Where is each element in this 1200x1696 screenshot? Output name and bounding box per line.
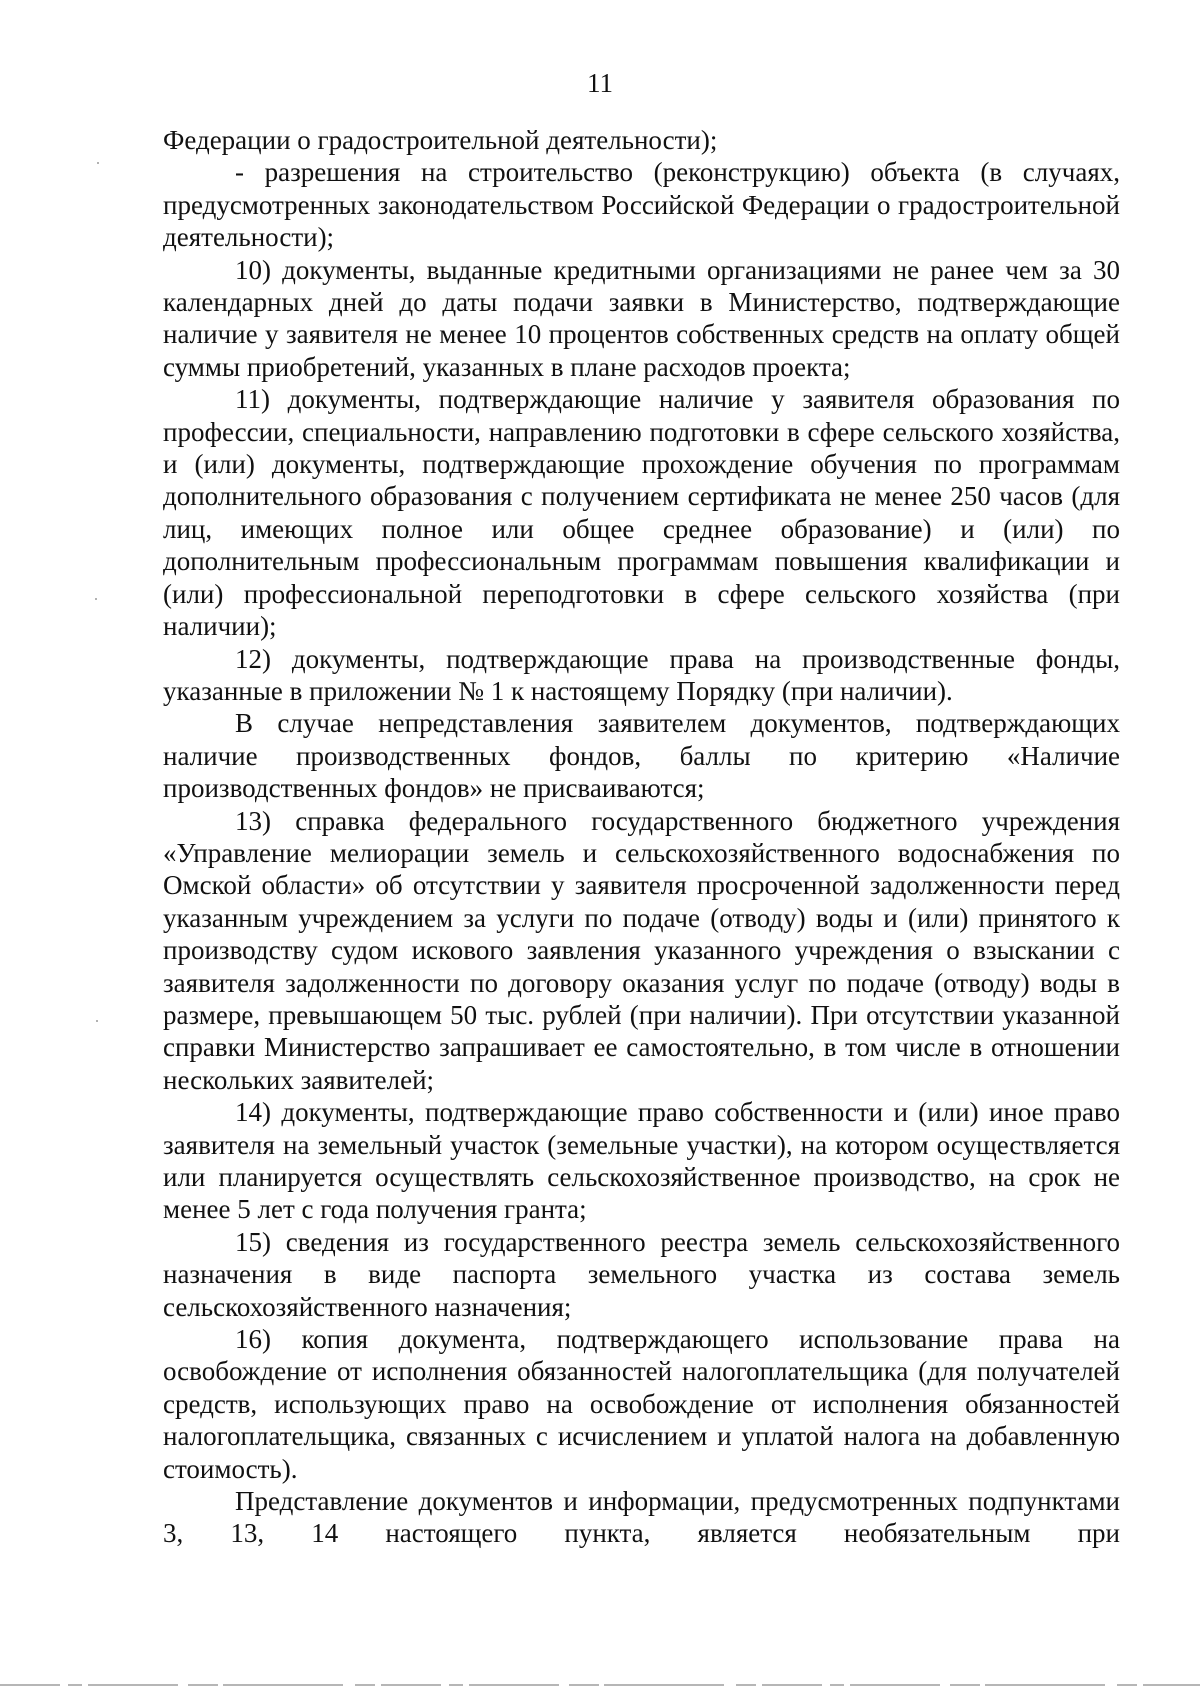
- paragraph-item-13: 13) справка федерального государственного бюджетного учреждения «Управление мелиорации земель и сельскохозяйственного водоснабжения по Омской области» об отсутствии у заявителя просроченной задолженности перед указанным учреждением за услуги по подаче (отводу) воды и (или) принятого к производству судом искового заявления указанного учреждения о взыскании с заявителя задолженности по договору оказания услуг по подаче (отводу) воды в размере, превышающем 50 тыс. рублей (при наличии). При отсутствии указанной справки Министерство запрашивает ее самостоятельно, в том числе в отношении нескольких заявителей;: [163, 805, 1120, 1095]
- paragraph-optional-documents: Представление документов и информации, предусмотренных подпунктами 3, 13, 14 настоящего пункта, является необязательным при: [163, 1486, 1120, 1549]
- paragraph-construction-permit: - разрешения на строительство (реконструкцию) объекта (в случаях, предусмотренных законодательством Российской Федерации о градостроительной деятельности);: [163, 157, 1120, 253]
- page-number: 11: [587, 68, 613, 98]
- paragraph-item-16: 16) копия документа, подтверждающего использование права на освобождение от исполнения обязанностей налогоплательщика (для получателей средств, использующих право на освобождение от исполнения обязанностей налогоплательщика, связанных с исчислением и уплатой налога на добавленную стоимость).: [163, 1324, 1120, 1484]
- paragraph-federation-continuation: Федерации о градостроительной деятельности);: [163, 125, 718, 155]
- paragraph-item-14: 14) документы, подтверждающие право собственности и (или) иное право заявителя на земельный участок (земельные участки), на котором осуществляется или планируется осуществлять сельскохозяйственное производство, на срок не менее 5 лет с года получения гранта;: [163, 1097, 1120, 1225]
- paragraph-item-11: 11) документы, подтверждающие наличие у заявителя образования по профессии, специальности, направлению подготовки в сфере сельского хозяйства, и (или) документы, подтверждающие прохождение обучения по программам дополнительного образования с получением сертификата не менее 250 часов (для лиц, имеющих полное или общее среднее образование) и (или) по дополнительным профессиональным программам повышения квалификации и (или) профессиональной переподготовки в сфере сельского хозяйства (при наличии);: [163, 384, 1120, 642]
- paragraph-item-15: 15) сведения из государственного реестра земель сельскохозяйственного назначения в виде паспорта земельного участка из состава земель сельскохозяйственного назначения;: [163, 1226, 1120, 1322]
- scan-speck: [95, 598, 97, 600]
- scan-speck: [97, 162, 99, 164]
- paragraph-item-12: 12) документы, подтверждающие права на производственные фонды, указанные в приложении № 1 к настоящему Порядку (при наличии).: [163, 643, 1120, 706]
- paragraph-item-10: 10) документы, выданные кредитными организациями не ранее чем за 30 календарных дней до даты подачи заявки в Министерство, подтверждающие наличие у заявителя не менее 10 процентов собственных средств на оплату общей суммы приобретений, указанных в плане расходов проекта;: [163, 254, 1120, 382]
- scan-speck: [96, 1020, 98, 1022]
- scan-bottom-edge: [0, 1683, 1200, 1687]
- document-body: [163, 124, 1120, 1550]
- paragraph-production-funds-note: В случае непредставления заявителем документов, подтверждающих наличие производственных фондов, баллы по критерию «Наличие производственных фондов» не присваиваются;: [163, 708, 1120, 804]
